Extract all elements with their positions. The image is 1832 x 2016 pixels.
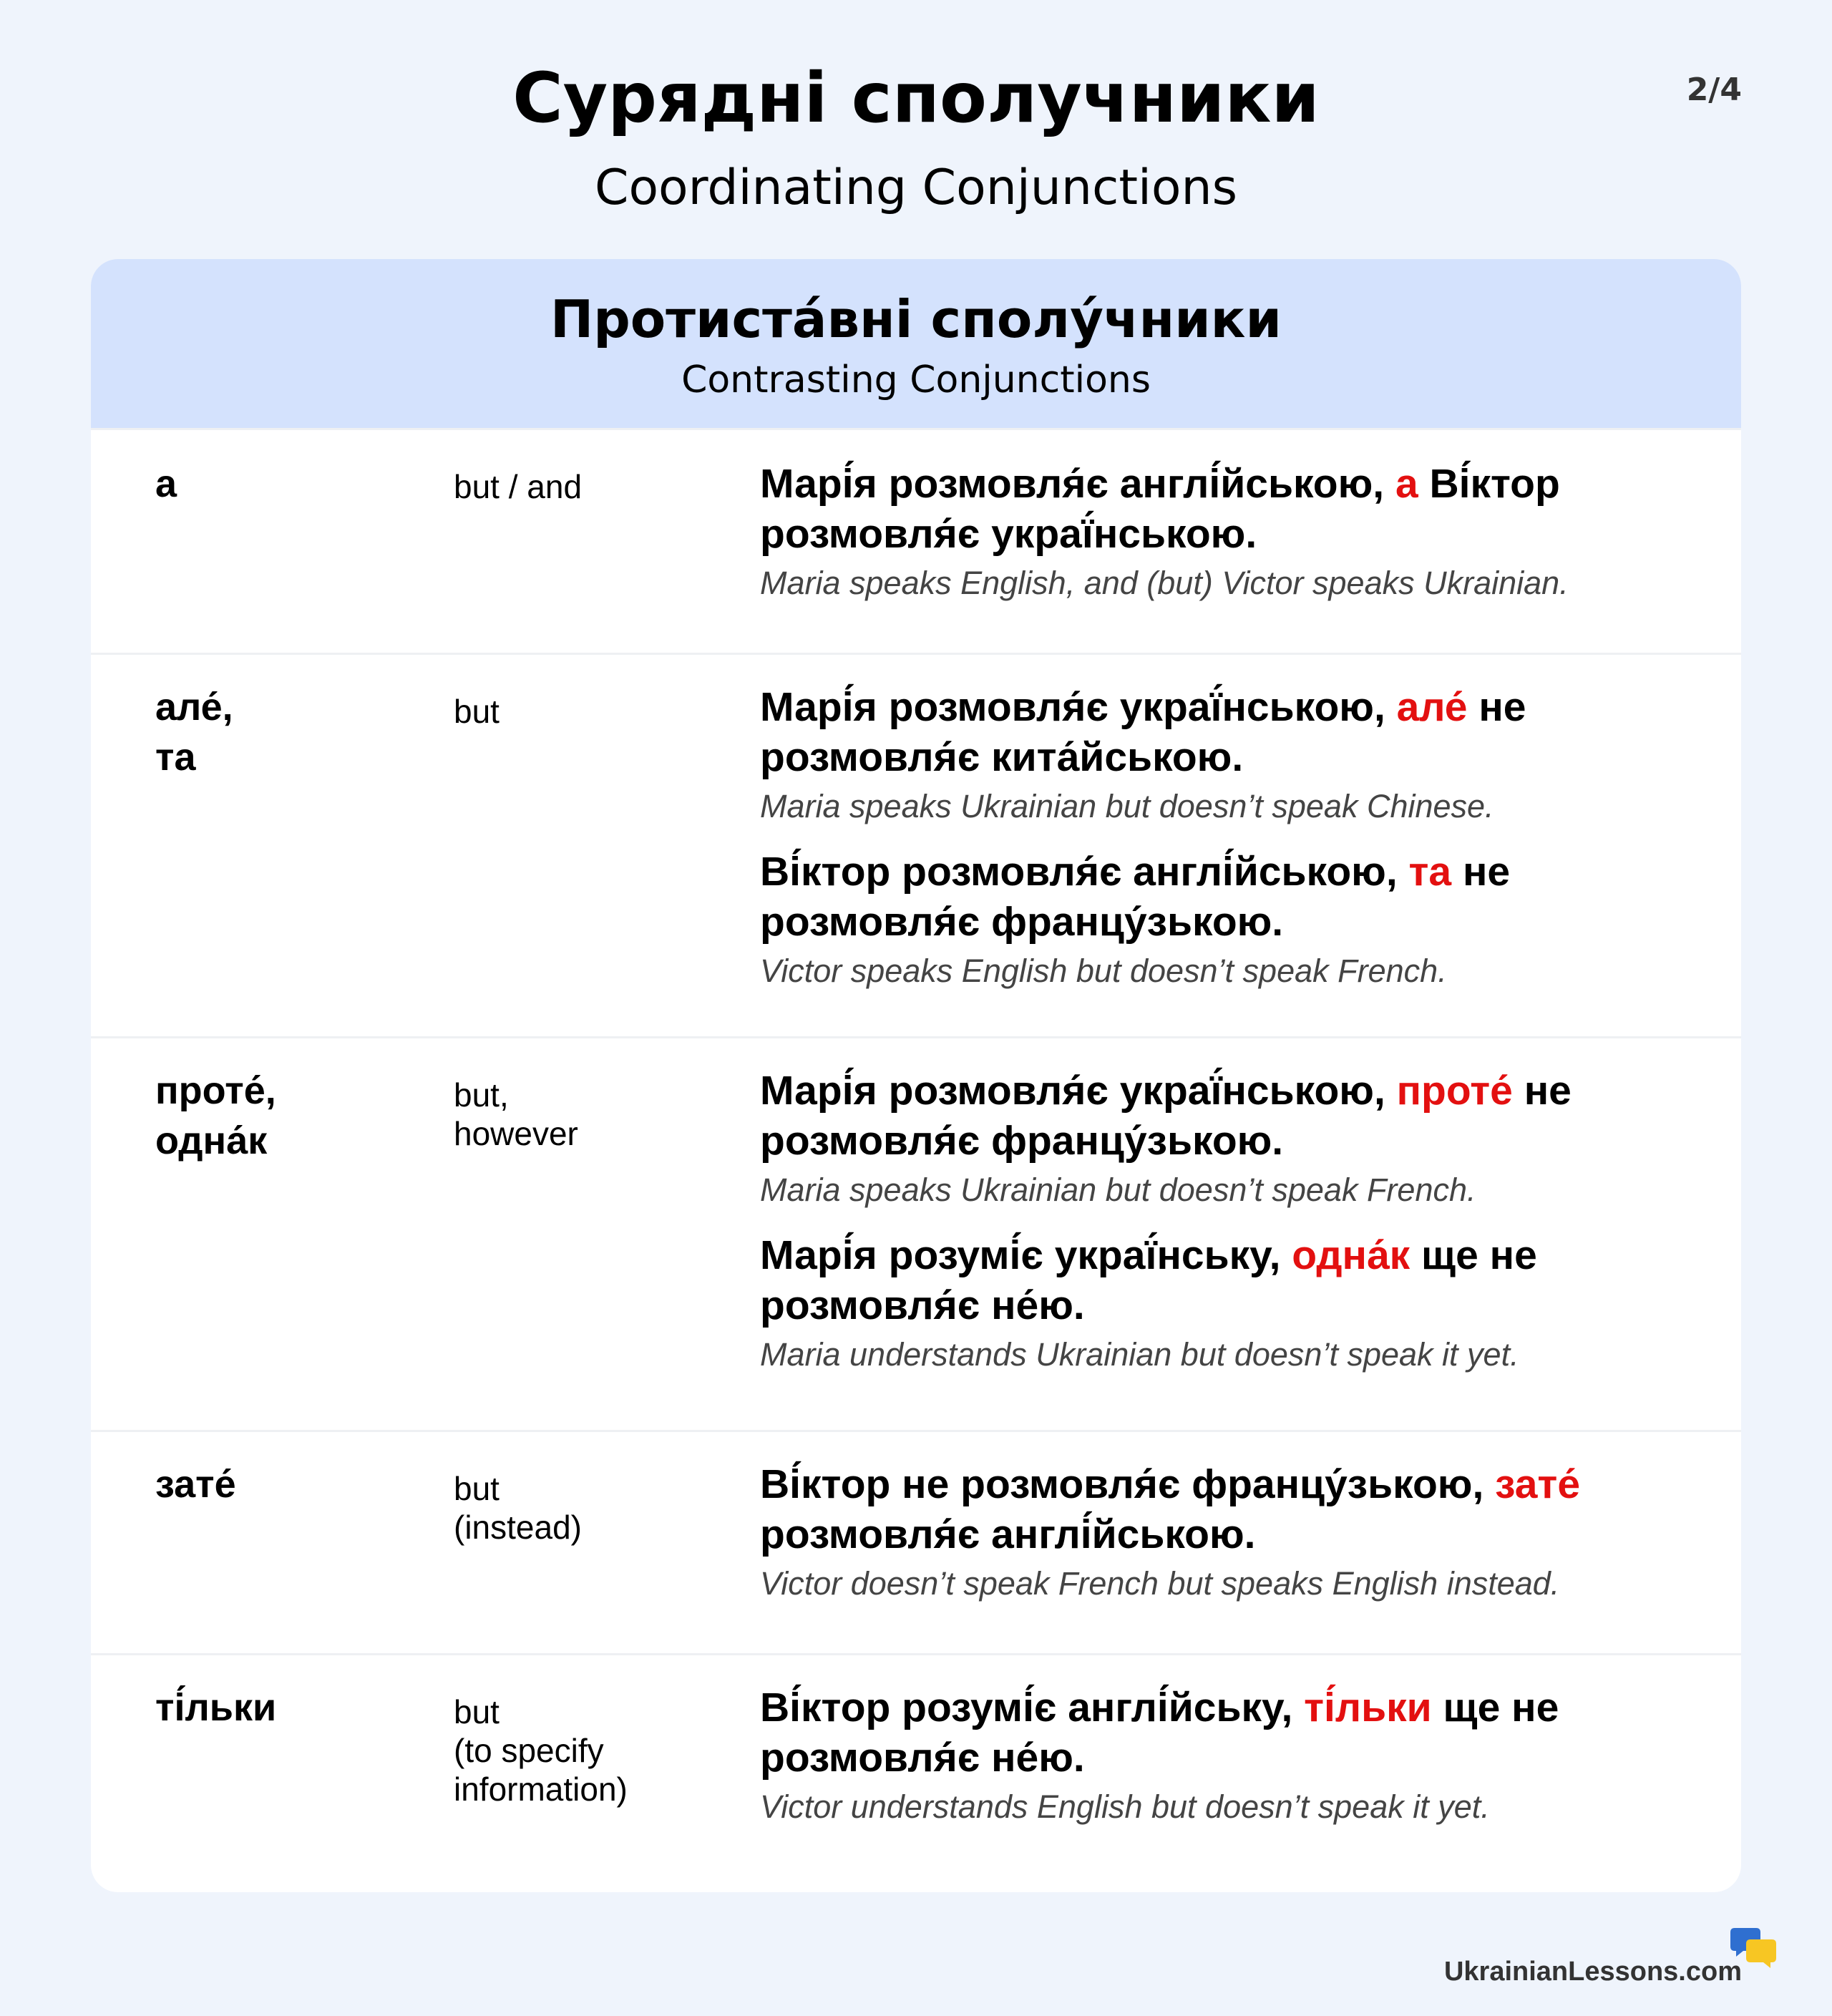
meaning-line: (instead): [454, 1509, 582, 1546]
example: [760, 1683, 1712, 1828]
conjunctions-card: [91, 259, 1741, 1892]
meaning-line: but,: [454, 1076, 509, 1114]
example-text-after: не розмовля́є францу́зькою.: [760, 1068, 1572, 1164]
highlighted-conjunction: ті́льки: [1304, 1685, 1432, 1730]
meaning-line: information): [454, 1771, 628, 1808]
meaning-line: but: [454, 1693, 500, 1730]
highlighted-conjunction: зате́: [1495, 1461, 1581, 1507]
example: [760, 1459, 1712, 1605]
highlighted-conjunction: та: [1408, 849, 1452, 895]
example: [760, 847, 1712, 993]
example-ukrainian: [760, 459, 1712, 559]
word-line: а: [155, 462, 177, 505]
example: [760, 1230, 1712, 1376]
example-text-before: Ві́ктор розмовля́є англі́йською,: [760, 849, 1409, 895]
conjunction-word: [155, 459, 177, 509]
example-translation: Victor doesn’t speak French but speaks English instead.: [760, 1565, 1560, 1602]
examples: [760, 1066, 1712, 1376]
word-line: зате́: [155, 1463, 236, 1506]
table-row: [91, 1036, 1741, 1432]
example-ukrainian: [760, 1230, 1712, 1330]
example-text-after: Ві́ктор розмовля́є украї́нською.: [760, 461, 1560, 557]
page-counter: 2/4: [1686, 72, 1742, 108]
example-translation: Maria speaks Ukrainian but doesn’t speak French.: [760, 1172, 1476, 1208]
example-ukrainian: [760, 847, 1712, 947]
meaning-line: but / and: [454, 468, 583, 505]
example-text-before: Ві́ктор розумі́є англі́йську,: [760, 1685, 1305, 1730]
word-line: та: [155, 736, 196, 779]
example-text-after: не розмовля́є францу́зькою.: [760, 849, 1511, 945]
example-ukrainian: [760, 1459, 1712, 1559]
word-line: ті́льки: [155, 1686, 277, 1729]
card-header: [91, 259, 1741, 428]
example-ukrainian: [760, 682, 1712, 782]
conjunction-meaning: [454, 467, 582, 506]
example-text-after: ще не розмовля́є не́ю.: [760, 1685, 1559, 1781]
example-text-before: Марі́я розмовля́є украї́нською,: [760, 684, 1397, 730]
example: [760, 459, 1712, 605]
yellow-bubble: [1746, 1939, 1776, 1968]
example-text-before: Ві́ктор не розмовля́є францу́зькою,: [760, 1461, 1496, 1507]
example-translation: Victor understands English but doesn’t speak it yet.: [760, 1788, 1490, 1825]
table-row: [91, 428, 1741, 655]
conjunction-meaning: [454, 1693, 628, 1808]
example: [760, 682, 1712, 828]
meaning-line: (to specify: [454, 1732, 604, 1769]
table-row: [91, 1653, 1741, 1892]
example-text-after: ще не розмовля́є не́ю.: [760, 1232, 1537, 1328]
example: [760, 1066, 1712, 1212]
highlighted-conjunction: а: [1395, 461, 1418, 507]
word-line: але́,: [155, 686, 233, 729]
conjunction-meaning: [454, 1076, 578, 1153]
section-subtitle: Contrasting Conjunctions: [681, 359, 1151, 401]
brand-link[interactable]: UkrainianLessons.com: [1443, 1957, 1742, 1987]
word-line: проте́,: [155, 1069, 276, 1112]
section-title: Протистáвні сполу́чники: [550, 289, 1282, 349]
conjunction-word: [155, 682, 233, 782]
example-translation: Maria speaks Ukrainian but doesn’t speak Chinese.: [760, 788, 1494, 824]
meaning-line: but: [454, 1470, 500, 1507]
meaning-line: however: [454, 1115, 578, 1152]
word-line: одна́к: [155, 1119, 268, 1162]
example-translation: Victor speaks English but doesn’t speak French.: [760, 953, 1447, 989]
conjunction-word: [155, 1683, 276, 1733]
example-translation: Maria speaks English, and (but) Victor speaks Ukrainian.: [760, 565, 1569, 601]
examples: [760, 459, 1712, 605]
example-text-before: Марі́я розумі́є украї́нську,: [760, 1232, 1292, 1278]
highlighted-conjunction: одна́к: [1292, 1232, 1410, 1278]
example-text-after: розмовля́є англі́йською.: [760, 1511, 1256, 1557]
example-text-after: не розмовля́є кита́йською.: [760, 684, 1526, 780]
conjunction-meaning: [454, 692, 500, 731]
conjunction-word: [155, 1459, 236, 1509]
page-title: Сурядні сполучники: [512, 58, 1320, 138]
conjunction-word: [155, 1066, 276, 1166]
highlighted-conjunction: проте́: [1396, 1068, 1513, 1114]
example-text-before: Марі́я розмовля́є украї́нською,: [760, 1068, 1397, 1114]
table-row: [91, 1430, 1741, 1655]
meaning-line: but: [454, 693, 500, 730]
example-text-before: Марі́я розмовля́є англі́йською,: [760, 461, 1395, 507]
table-row: [91, 653, 1741, 1038]
conjunction-meaning: [454, 1469, 582, 1547]
example-ukrainian: [760, 1066, 1712, 1166]
examples: [760, 1459, 1712, 1605]
example-translation: Maria understands Ukrainian but doesn’t speak it yet.: [760, 1336, 1519, 1373]
examples: [760, 1683, 1712, 1828]
examples: [760, 682, 1712, 993]
highlighted-conjunction: але́: [1396, 684, 1468, 730]
example-ukrainian: [760, 1683, 1712, 1783]
page-subtitle: Coordinating Conjunctions: [594, 160, 1238, 216]
